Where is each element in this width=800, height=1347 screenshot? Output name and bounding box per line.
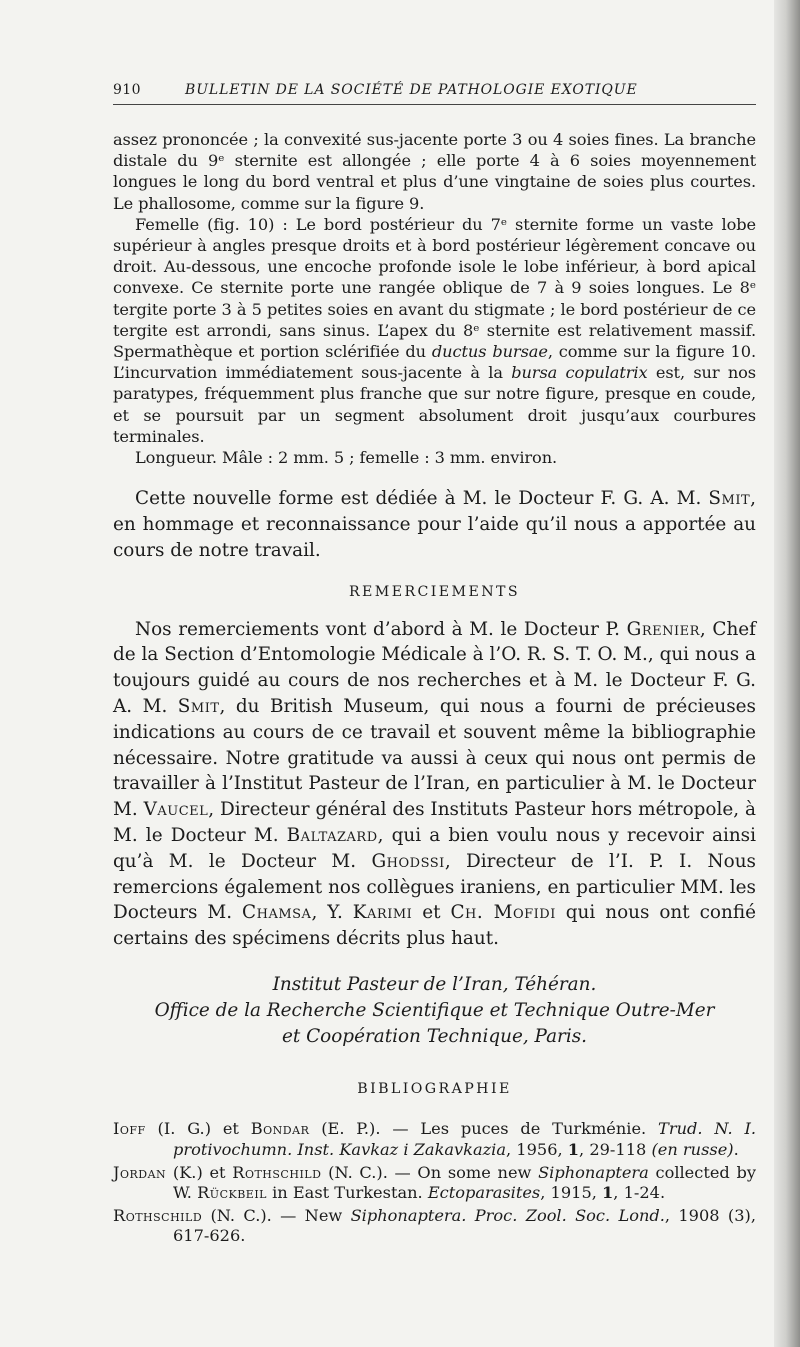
ref-author: Bondar: [250, 1119, 310, 1139]
running-header: [113, 80, 756, 105]
ref-journal: Trud. N. I. protivochumn. Inst. Kavkaz i Zakavkazia: [173, 1119, 756, 1159]
rem-text-7: , Y.: [311, 902, 353, 924]
dedication-text-2: , en hommage et reconnaissance pour l’aide qu’il nous a apportée au cours de notre travail.: [113, 488, 756, 561]
affiliations: [113, 972, 756, 1049]
ref-text: collected by W.: [173, 1162, 756, 1203]
bibliography-entry: [113, 1206, 756, 1247]
ref-journal: Ectoparasites: [427, 1183, 541, 1203]
paragraph-remerciements: [113, 617, 756, 952]
ref-text: , 1908 (3), 617-626.: [173, 1205, 756, 1246]
name-vaucel: Vaucel: [143, 799, 209, 821]
ref-text: in East Turkestan.: [266, 1183, 428, 1203]
ref-text: (N. C.). — New: [202, 1205, 351, 1225]
page-number: 910: [113, 82, 141, 98]
rem-text-9: qui nous ont confié certains des spécimens décrits plus haut.: [113, 902, 756, 950]
name-mofidi: Ch. Mofidi: [450, 902, 556, 924]
female-text-1: Femelle (fig. 10) : Le bord postérieur du 7ᵉ sternite forme un vaste lobe supérieur à angles presque droits et à bord postérieur légèrement concave ou droit. Au-dessous, une encoche profonde isole le lobe inférieur, à bord apical convexe. Ce sternite porte une rangée oblique de 7 à 9 soies longues. Le 8ᵉ tergite porte 3 à 5 petites soies en avant du stigmate ; le bord postérieur de ce tergite est arrondi, sans sinus. L’apex du 8ᵉ sternite est relativement massif. Spermathèque et portion sclérifiée du: [113, 214, 756, 362]
ref-text: (N. C.). — On some new: [321, 1162, 539, 1182]
ref-volume: 1: [602, 1183, 614, 1203]
bibliography-entry: [113, 1163, 756, 1204]
paragraph-female-description: [113, 214, 756, 447]
name-karimi: Karimi: [352, 902, 413, 924]
rem-text-2: , Chef de la Section d’Entomologie Médicale à l’O. R. S. T. O. M., qui nous a toujours guidé au cours de nos recherches et à M. le Docteur F. G. A. M.: [113, 618, 756, 718]
running-title: BULLETIN DE LA SOCIÉTÉ DE PATHOLOGIE EXOTIQUE: [185, 82, 638, 98]
affiliation-line: Institut Pasteur de l’Iran, Téhéran.: [272, 974, 597, 995]
ref-author: Rothschild: [113, 1205, 203, 1225]
rem-text-6: , Directeur de l’I. P. I. Nous remercions également nos collègues iraniens, en particulier MM. les Docteurs M.: [113, 850, 756, 924]
ref-author: Rothschild: [232, 1162, 322, 1182]
name-chamsa: Chamsa: [242, 902, 312, 924]
ref-author: Ioff: [113, 1119, 146, 1139]
ref-note: (en russe): [651, 1139, 734, 1159]
rem-text-8: et: [412, 902, 451, 924]
rem-text-4: , Directeur général des Instituts Pasteur hors métropole, à M. le Docteur M.: [113, 799, 756, 847]
page-edge-shadow: [774, 0, 800, 1347]
ref-text: , 1-24.: [613, 1183, 666, 1203]
term-bursa-copulatrix: bursa copulatrix: [511, 363, 648, 383]
name-smit-2: Smit: [177, 696, 220, 718]
ref-text: , 29-118: [579, 1139, 652, 1159]
journal-page: [113, 80, 756, 1249]
paragraph-dedication: [113, 486, 756, 563]
ref-journal: Siphonaptera. Proc. Zool. Soc. Lond.: [350, 1205, 665, 1225]
paragraph-male-description: assez prononcée ; la convexité sus-jacente porte 3 ou 4 soies fines. La branche distale du 9ᵉ sternite est allongée ; elle porte 4 à 6 soies moyennement longues le long du bord ventral et plus d’une vingtaine de soies plus courtes. Le phallosome, comme sur la figure 9.: [113, 130, 756, 213]
affiliation-line: et Coopération Technique, Paris.: [281, 1025, 588, 1047]
bibliography-list: [113, 1119, 756, 1247]
dedication-text-1: Cette nouvelle forme est dédiée à M. le Docteur F. G. A. M.: [135, 488, 709, 510]
ref-taxon: Siphonaptera: [538, 1162, 649, 1182]
ref-author: Jordan: [113, 1162, 167, 1182]
section-title-remerciements: REMERCIEMENTS: [348, 583, 521, 600]
female-text-2: , comme sur la figure 10. L’incurvation immédiatement sous-jacente à la: [113, 342, 756, 383]
rem-text-3: , du British Museum, qui nous a fourni de précieuses indications au cours de ce travail et souvent même la bibliographie nécessaire. Notre gratitude va aussi à ceux qui nous ont permis de travailler à l’Institut Pasteur de l’Iran, en particulier à M. le Docteur M.: [113, 696, 756, 821]
paragraph-length: Longueur. Mâle : 2 mm. 5 ; femelle : 3 mm. environ.: [135, 448, 558, 468]
section-title-bibliographie: BIBLIOGRAPHIE: [357, 1081, 512, 1098]
ref-text: .: [733, 1139, 739, 1159]
ref-volume: 1: [567, 1139, 580, 1159]
rem-text-5: , qui a bien voulu nous y recevoir ainsi qu’à M. le Docteur M.: [113, 825, 756, 872]
rem-text-1: Nos remerciements vont d’abord à M. le Docteur P.: [135, 618, 627, 640]
ref-text: (I. G.) et: [145, 1119, 251, 1139]
ref-text: , 1956,: [506, 1139, 568, 1159]
bibliography-entry: [113, 1119, 756, 1160]
ref-text: , 1915,: [540, 1183, 603, 1203]
ref-text: (K.) et: [166, 1162, 233, 1182]
name-smit: Smit: [708, 488, 751, 510]
term-ductus-bursae: ductus bursae: [431, 342, 548, 362]
ref-text: (E. P.). — Les puces de Turkménie.: [309, 1119, 659, 1139]
affiliation-line: Office de la Recherche Scientifique et Technique Outre-Mer: [154, 999, 715, 1021]
ref-author: Rückbeil: [197, 1183, 267, 1203]
name-ghodssi: Ghodssi: [371, 850, 445, 872]
female-text-3: est, sur nos paratypes, fréquemment plus franche que sur notre figure, presque en coude, et se poursuit par un segment absolument droit jusqu’aux courbures terminales.: [113, 363, 756, 446]
name-baltazard: Baltazard: [286, 825, 378, 847]
name-grenier: Grenier: [626, 618, 700, 640]
